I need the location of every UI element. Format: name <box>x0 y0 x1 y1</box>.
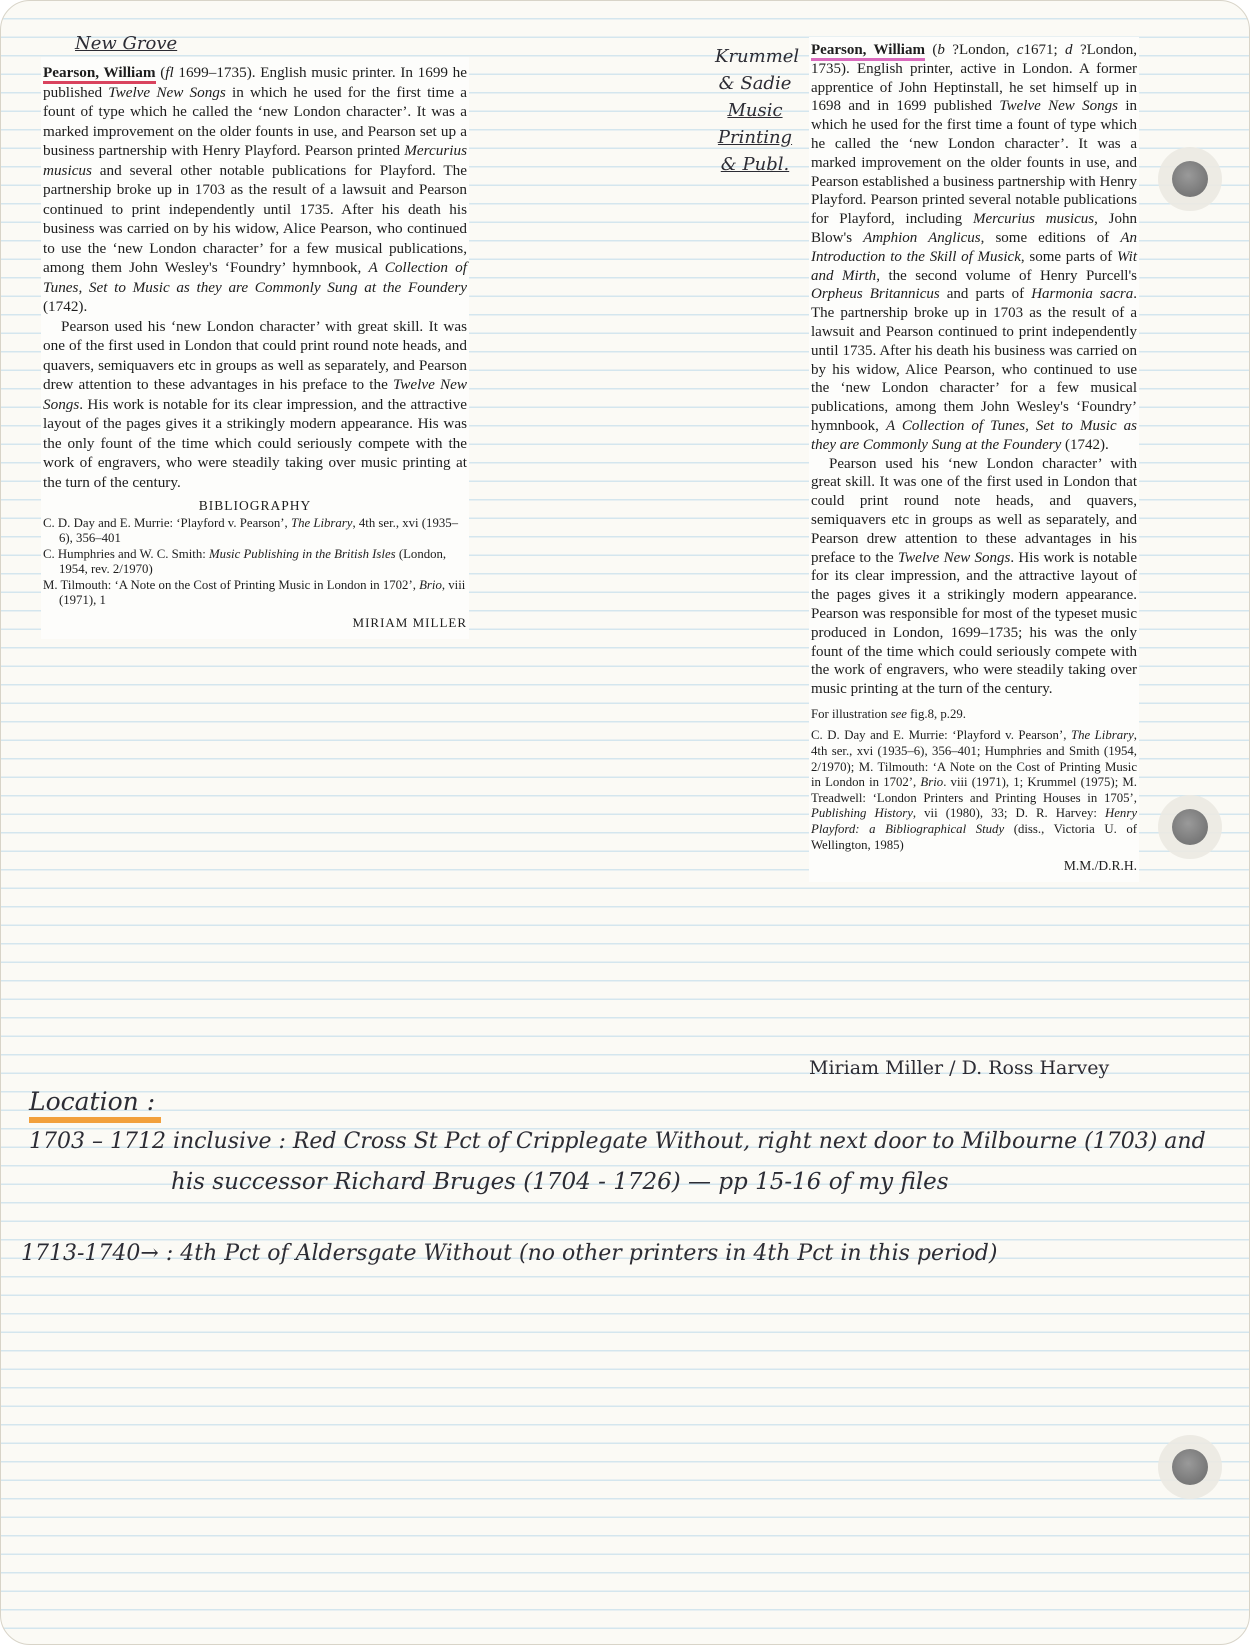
location-line-1703: 1703 – 1712 inclusive : Red Cross St Pct of Cripplegate Without, right next door to Milbourne (1703) and <box>29 1129 1206 1154</box>
note-line: & Publ. <box>720 154 790 175</box>
right-illustration-note: For illustration see fig.8, p.29. <box>811 706 966 721</box>
bibliography-entry: M. Tilmouth: ‘A Note on the Cost of Printing Music in London in 1702’, Brio, viii (1971), 1 <box>43 577 466 608</box>
right-paragraph-1: Pearson, William (b ?London, c1671; d ?London, 1735). English printer, active in London. A former apprentice of John Heptinstall, he set himself up in 1698 and in 1699 published Twelve New Songs in which he used for the first time a fount of type which he called the ‘new London character’. It was a marked improvement on the older founts in use, and Pearson established a business partnership with Henry Playford. Pearson printed several notable publications for Playford, including Mercurius musicus, John Blow's Amphion Anglicus, some editions of An Introduction to the Skill of Musick, some parts of Wit and Mirth, the second volume of Henry Purcell's Orpheus Britannicus and parts of Harmonia sacra. The partnership broke up in 1703 as the result of a lawsuit and Pearson continued to print independently until 1735. After his death his business was carried on by his widow, Alice Pearson, who continued to use the ‘new London character’ for a few musical publications, among them John Wesley's ‘Foundry’ hymnbook, A Collection of Tunes, Set to Music as they are Commonly Sung at the Foundery (1742). <box>811 42 1138 453</box>
left-author-signature: MIRIAM MILLER <box>352 615 467 631</box>
location-line-1703-continued: his successor Richard Bruges (1704 - 1726) — pp 15-16 of my files <box>171 1169 949 1195</box>
left-headword: Pearson, William <box>43 64 156 84</box>
left-bibliography-heading: BIBLIOGRAPHY <box>198 498 312 513</box>
krummel-sadie-clipping <box>809 37 1139 882</box>
source-label-new-grove: New Grove <box>75 33 178 54</box>
note-line: Krummel <box>715 46 800 67</box>
location-line-1713: 1713-1740→ : 4th Pct of Aldersgate Without (no other printers in 4th Pct in this period) <box>21 1241 998 1266</box>
left-paragraph-2: Pearson used his ‘new London character’ with great skill. It was one of the first used in London that could print round note heads, and quavers, semiquavers etc in groups as well as separately, and Pearson drew attention to these advantages in his preface to the Twelve New Songs. His work is notable for its clear impression, and the attractive layout of the pages gives it a strikingly modern appearance. His was the only fount of the time which could seriously compete with the work of engravers, who were steadily taking over music printing at the turn of the century. <box>43 317 467 491</box>
krummel-sadie-note <box>715 43 800 178</box>
handwritten-authors: Miriam Miller / D. Ross Harvey <box>809 1057 1110 1079</box>
bibliography-entry: C. D. Day and E. Murrie: ‘Playford v. Pearson’, The Library, 4th ser., xvi (1935–6), 356–401 <box>43 515 459 546</box>
binder-hole-middle <box>1172 809 1208 845</box>
right-headword: Pearson, William <box>811 42 925 61</box>
right-bibliography: C. D. Day and E. Murrie: ‘Playford v. Pearson’, The Library, 4th ser., xvi (1935–6), 356–401; Humphries and Smith (1954, 2/1970); M. Tilmouth: ‘A Note on the Cost of Printing Music in London in 1702’, Brio. viii (1971), 1; Krummel (1975); M. Treadwell: ‘London Printers and Printing Houses in 1705’, Publishing History, vii (1980), 33; D. R. Harvey: Henry Playford: a Bibliographical Study (diss., Victoria U. of Wellington, 1985) <box>811 728 1137 852</box>
note-line: & Sadie <box>718 73 792 94</box>
location-label: Location : <box>29 1087 161 1123</box>
note-line: Music <box>727 100 783 121</box>
left-paragraph-1: Pearson, William (fl 1699–1735). English music printer. In 1699 he published Twelve New Songs in which he used for the first time a fount of type which he called the ‘new London character’. It was a marked improvement on the older founts in use, and Pearson set up a business partnership with Henry Playford. Pearson printed Mercurius musicus and several other notable publications for Playford. The partnership broke up in 1703 as the result of a lawsuit and Pearson continued to print independently until 1735. After his death his business was carried on by his widow, Alice Pearson, who continued to use the ‘new London character’ for a few musical publications, among them John Wesley's ‘Foundry’ hymnbook, A Collection of Tunes, Set to Music as they are Commonly Sung at the Foundery (1742). <box>43 64 467 315</box>
right-paragraph-2: Pearson used his ‘new London character’ with great skill. It was one of the first used in London that could print round note heads, and quavers, semiquavers etc in groups as well as separately, and Pearson drew attention to these advantages in his preface to the Twelve New Songs. His work is notable for its clear impression, and the attractive layout of the pages gives it a strikingly modern appearance. Pearson was responsible for most of the typeset music produced in London, 1699–1735; his was the only fount of the time which could seriously compete with the work of engravers, who were steadily taking over music printing at the turn of the century. <box>811 455 1137 698</box>
binder-hole-top <box>1172 161 1208 197</box>
binder-hole-bottom <box>1172 1449 1208 1485</box>
note-line: Printing <box>717 127 793 148</box>
right-initials: M.M./D.R.H. <box>1063 858 1137 874</box>
bibliography-entry: C. Humphries and W. C. Smith: Music Publishing in the British Isles (London, 1954, rev. 2/1970) <box>43 546 447 577</box>
new-grove-clipping <box>41 57 469 639</box>
left-bibliography <box>43 516 467 610</box>
